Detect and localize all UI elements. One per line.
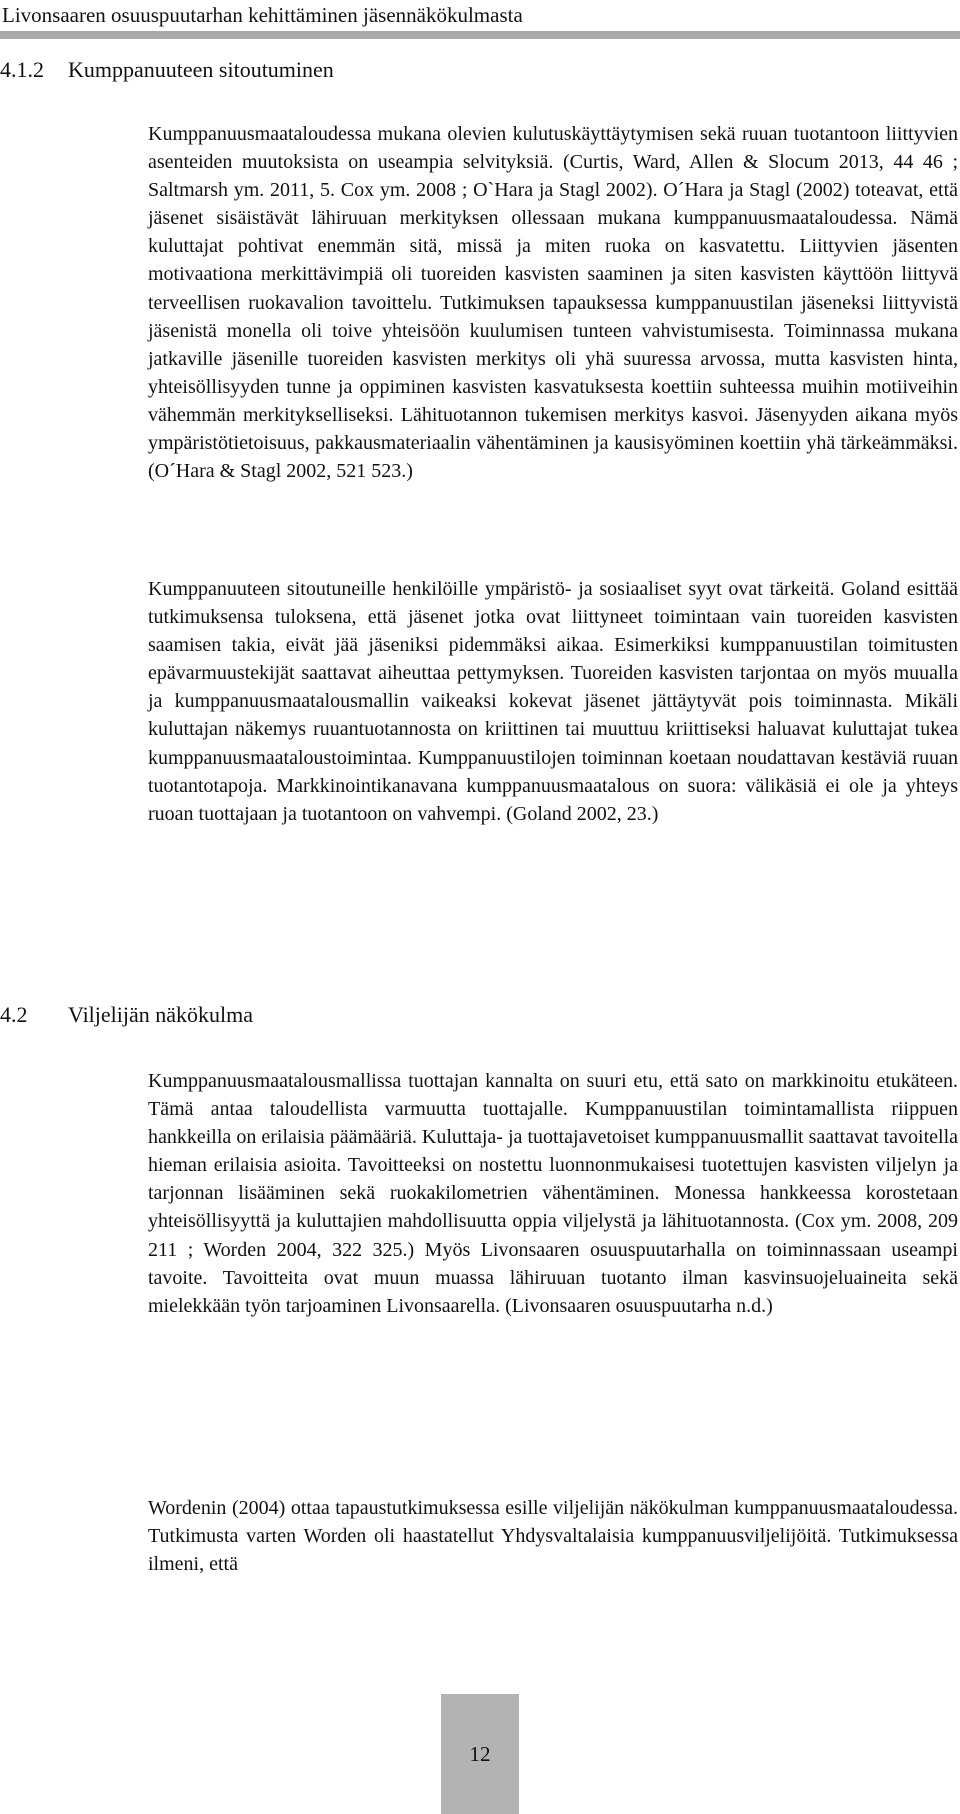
page-number: 12: [469, 1742, 491, 1766]
section-number: 4.2: [0, 1002, 28, 1027]
paragraph: Kumppanuusmaatalousmallissa tuottajan kannalta on suuri etu, että sato on markkinoitu etukäteen. Tämä antaa taloudellista varmuutta tuottajalle. Kumppanuustilan toimintamallista riippuen hankkeilla on erilaisia päämääriä. Kuluttaja- ja tuottajavetoiset kumppanuusmallit saattavat tavoitella hieman erilaisia asioita. Tavoitteeksi on nostettu luonnonmukaisesi tuotettujen kasvisten viljelyn ja tarjonnan lisääminen sekä ruokakilometrien vähentäminen. Monessa hankkeessa korostetaan yhteisöllisyyttä ja kuluttajien mahdollisuutta oppia viljelystä ja lähituotannosta. (Cox ym. 2008, 209 211 ; Worden 2004, 322 325.) Myös Livonsaaren osuuspuutarhalla on toiminnassaan useampi tavoite. Tavoitteita ovat muun muassa lähiruuan tuotanto ilman kasvinsuojeluaineita sekä mielekkään työn tarjoaminen Livonsaarella. (Livonsaaren osuuspuutarha n.d.): [148, 1070, 958, 1317]
section-title: Viljelijän näkökulma: [68, 1002, 254, 1027]
paragraph: Kumppanuuteen sitoutuneille henkilöille ympäristö- ja sosiaaliset syyt ovat tärkeitä. Goland esittää tutkimuksensa tuloksena, että jäsenet jotka ovat liittyneet toimintaan vain tuoreiden kasvisten saamisen takia, eivät jää jäseniksi pidemmäksi aikaa. Esimerkiksi kumppanuustilan toimitusten epävarmuustekijät saattavat aiheuttaa pettymyksen. Tuoreiden kasvisten tarjontaa on myös muualla ja kumppanuusmaatalousmallin vaikeaksi kokevat jäsenet jättäytyvät pois toiminnasta. Mikäli kuluttajan näkemys ruuantuotannosta on kriittinen tai muuttuu kriittiseksi haluavat kuluttajat tukea kumppanuusmaataloustoimintaa. Kumppanuustilojen toiminnan koetaan noudattavan kestäviä ruuan tuotantotapoja. Markkinointikanavana kumppanuusmaatalous on suora: välikäsiä ei ole ja yhteys ruoan tuottajaan ja tuotantoon on vahvempi. (Goland 2002, 23.): [148, 578, 958, 825]
running-header: Livonsaaren osuuspuutarhan kehittäminen jäsennäkökulmasta: [2, 3, 523, 27]
paragraph: Kumppanuusmaataloudessa mukana olevien kulutuskäyttäytymisen sekä ruuan tuotantoon liittyvien asenteiden muutoksista on useampia selvityksiä. (Curtis, Ward, Allen & Slocum 2013, 44 46 ; Saltmarsh ym. 2011, 5. Cox ym. 2008 ; O`Hara ja Stagl 2002). O´Hara ja Stagl (2002) toteavat, että jäsenet sisäistävät lähiruuan merkityksen ollessaan mukana kumppanuusmaataloudessa. Nämä kuluttajat pohtivat enemmän sitä, missä ja miten ruoka on kasvatettu. Liittyvien jäsenten motivaationa merkittävimpiä oli tuoreiden kasvisten saaminen ja siten kasvisten käyttöön liittyvä terveellisen ruokavalion tavoittelu. Tutkimuksen tapauksessa kumppanuustilan jäseneksi liittyvistä jäsenistä monella oli toive yhteisöön kuulumisen tunteen vahvistumisesta. Toiminnassa mukana jatkaville jäsenille tuoreiden kasvisten merkitys oli yhä suuressa arvossa, mutta kasvisten hinta, yhteisöllisyyden tunne ja oppiminen kasvisten kasvatuksesta koettiin suhteessa muihin motiiveihin vähemmän merkitykselliseksi. Lähituotannon tukemisen merkitys kasvoi. Jäsenyyden aikana myös ympäristötietoisuus, pakkausmateriaalin vähentäminen ja kausisyöminen koettiin yhä tärkeämmäksi. (O´Hara & Stagl 2002, 521 523.): [148, 123, 958, 483]
section-number: 4.1.2: [0, 57, 44, 82]
page-number-box: [441, 1694, 519, 1814]
section-heading-4-2: [0, 1000, 253, 1030]
paragraph: Wordenin (2004) ottaa tapaustutkimuksessa esille viljelijän näkökulman kumppanuusmaataloudessa. Tutkimusta varten Worden oli haastatellut Yhdysvaltalaisia kumppanuusviljelijöitä. Tutkimuksessa ilmeni, että: [148, 1497, 958, 1576]
header-rule: [0, 31, 960, 39]
section-heading-4-1-2: [0, 55, 334, 85]
section-title: Kumppanuuteen sitoutuminen: [68, 57, 334, 82]
